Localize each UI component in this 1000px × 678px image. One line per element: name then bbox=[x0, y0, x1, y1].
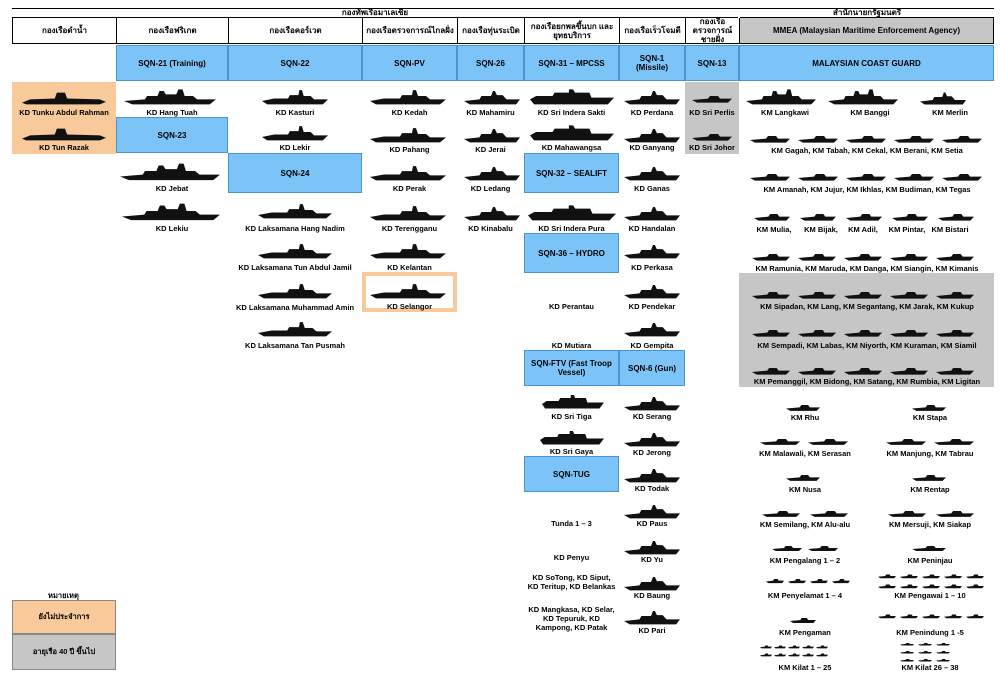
sqn-23: SQN-23 bbox=[116, 117, 228, 153]
ship-label: Tunda 1 – 3 bbox=[551, 519, 592, 528]
ship-label: KD Ledang bbox=[470, 184, 511, 193]
ship-silhouette-icon bbox=[798, 360, 836, 376]
ship-silhouette-icon bbox=[810, 574, 828, 584]
ship-silhouette-icon bbox=[912, 468, 946, 482]
ship-label: KD Pari bbox=[638, 626, 666, 635]
ship-silhouette-icon bbox=[900, 640, 914, 646]
ship-label: KM Banggi bbox=[850, 108, 890, 117]
ship-label: KD Jebat bbox=[155, 184, 189, 193]
ship-silhouette-icon bbox=[966, 580, 984, 589]
ship-label: KM Adil, bbox=[848, 225, 878, 234]
ship-silhouette-icon bbox=[464, 124, 520, 144]
ship-silhouette-icon bbox=[846, 166, 886, 182]
ship-silhouette-icon bbox=[936, 284, 974, 300]
ship-silhouette-icon bbox=[890, 360, 928, 376]
ship-label: KM Penindung 1 -5 bbox=[896, 628, 964, 637]
ship-silhouette-icon bbox=[942, 128, 982, 144]
ship-label: KM Peninjau bbox=[907, 556, 953, 565]
ship-label: KD Jerong bbox=[633, 448, 671, 457]
ship-label: KD Handalan bbox=[628, 224, 676, 233]
ship-label: KD Lekir bbox=[279, 143, 311, 152]
ship-label: KD Laksamana Hang Nadim bbox=[245, 224, 345, 233]
ship-silhouette-icon bbox=[772, 540, 802, 552]
ship-silhouette-icon bbox=[766, 574, 784, 584]
ship-silhouette-icon bbox=[20, 122, 108, 142]
ship-silhouette-icon bbox=[120, 160, 220, 182]
ship-label: KD Kinabalu bbox=[468, 224, 513, 233]
ship-silhouette-icon bbox=[624, 240, 680, 260]
ship-silhouette-icon bbox=[750, 166, 790, 182]
ship-silhouette-icon bbox=[966, 570, 984, 579]
ship-silhouette-icon bbox=[464, 162, 520, 182]
ship-silhouette-icon bbox=[624, 500, 680, 520]
ship-silhouette-icon bbox=[912, 398, 946, 412]
ship-label: KM Penyelamat 1 – 4 bbox=[767, 591, 843, 600]
ship-silhouette-icon bbox=[798, 284, 836, 300]
ship-silhouette-icon bbox=[938, 206, 974, 222]
ship-label: KD Lekiu bbox=[155, 224, 189, 233]
ship-silhouette-icon bbox=[258, 318, 332, 338]
ship-silhouette-icon bbox=[800, 206, 836, 222]
ship-label: KD Baung bbox=[633, 591, 671, 600]
ship-label: KD Perantau bbox=[548, 302, 594, 311]
ship-label: KD Paus bbox=[636, 519, 668, 528]
ship-label: KM Semilang, KM Alu-alu bbox=[759, 520, 851, 529]
ship-silhouette-icon bbox=[900, 610, 918, 619]
ship-silhouette-icon bbox=[258, 280, 332, 300]
ship-silhouette-icon bbox=[878, 580, 896, 589]
ship-label: KD Hang Tuah bbox=[146, 108, 198, 117]
ship-label: KD Pahang bbox=[389, 145, 430, 154]
ship-silhouette-icon bbox=[886, 432, 926, 446]
ship-silhouette-icon bbox=[528, 202, 616, 222]
ship-silhouette-icon bbox=[922, 580, 940, 589]
ship-silhouette-icon bbox=[760, 642, 772, 649]
ship-silhouette-icon bbox=[370, 240, 446, 260]
ship-label: KD Laksamana Tun Abdul Jamil bbox=[238, 263, 352, 272]
ship-silhouette-icon bbox=[936, 640, 950, 646]
ship-silhouette-icon bbox=[258, 200, 332, 220]
ship-silhouette-icon bbox=[624, 606, 680, 626]
sqn-32: SQN-32 – SEALIFT bbox=[524, 153, 619, 193]
sqn-1: SQN-1 (Missile) bbox=[619, 45, 685, 81]
legend-not-commissioned: ยังไม่ประจำการ bbox=[12, 600, 116, 634]
ship-silhouette-icon bbox=[752, 246, 790, 262]
ship-silhouette-icon bbox=[808, 540, 838, 552]
sqn-ftv: SQN-FTV (Fast Troop Vessel) bbox=[524, 350, 619, 386]
ship-silhouette-icon bbox=[944, 610, 962, 619]
ship-label: KM Pengawai 1 – 10 bbox=[894, 591, 966, 600]
ship-silhouette-icon bbox=[816, 650, 828, 657]
ship-label: KM Stapa bbox=[912, 413, 948, 422]
mmea-title: สำนักนายกรัฐมนตรี bbox=[740, 8, 994, 18]
header-top-rule bbox=[12, 8, 994, 9]
ship-label: KD Penyu bbox=[553, 553, 590, 562]
ship-silhouette-icon bbox=[798, 246, 836, 262]
ship-silhouette-icon bbox=[936, 246, 974, 262]
ship-silhouette-icon bbox=[624, 280, 680, 300]
ship-silhouette-icon bbox=[530, 86, 614, 106]
ship-label: KD Sri Tiga bbox=[551, 412, 592, 421]
ship-silhouette-icon bbox=[798, 322, 836, 338]
ship-silhouette-icon bbox=[936, 360, 974, 376]
ship-silhouette-icon bbox=[370, 162, 446, 182]
ship-silhouette-icon bbox=[752, 284, 790, 300]
ship-label: KD Ganyang bbox=[629, 143, 675, 152]
ship-silhouette-icon bbox=[692, 88, 732, 104]
ship-label: KM Sempadi, KM Labas, KM Niyorth, KM Kuraman, KM Siamil bbox=[757, 341, 977, 350]
sqn-pv: SQN-PV bbox=[362, 45, 457, 81]
ship-silhouette-icon bbox=[788, 574, 806, 584]
ship-label: KM Gagah, KM Tabah, KM Cekal, KM Berani, KM Setia bbox=[771, 146, 963, 155]
ship-label: KD Perak bbox=[392, 184, 427, 193]
ship-silhouette-icon bbox=[942, 166, 982, 182]
ship-label: KD Serang bbox=[632, 412, 672, 421]
ship-silhouette-icon bbox=[774, 650, 786, 657]
ship-silhouette-icon bbox=[844, 246, 882, 262]
ship-label: KM Rentap bbox=[910, 485, 950, 494]
ship-silhouette-icon bbox=[918, 648, 932, 654]
ship-silhouette-icon bbox=[844, 284, 882, 300]
ship-label: KD Sri Gaya bbox=[549, 447, 594, 456]
ship-silhouette-icon bbox=[844, 322, 882, 338]
ship-label: KD Kedah bbox=[391, 108, 428, 117]
ship-label: KD Sri Johor bbox=[689, 143, 735, 152]
ship-silhouette-icon bbox=[760, 432, 800, 446]
ship-label: KM Amanah, KM Jujur, KM Ikhlas, KM Budiman, KM Tegas bbox=[763, 185, 971, 194]
ship-label: KD Perkasa bbox=[631, 263, 673, 272]
col-head-opv: กองเรือตรวจการณ์ไกลฝั่ง bbox=[362, 18, 457, 44]
ship-silhouette-icon bbox=[922, 610, 940, 619]
ship-silhouette-icon bbox=[760, 650, 772, 657]
ship-silhouette-icon bbox=[262, 122, 328, 142]
ship-label: KD Mangkasa, KD Selar, KD Tepuruk, KD Kampong, KD Patak bbox=[528, 605, 615, 632]
ship-silhouette-icon bbox=[900, 648, 914, 654]
ship-label: KM Kilat 26 – 38 bbox=[901, 663, 959, 672]
ship-label: KD Jerai bbox=[475, 145, 506, 154]
ship-silhouette-icon bbox=[828, 86, 898, 106]
ship-silhouette-icon bbox=[900, 656, 914, 662]
ship-label: KM Bistari bbox=[931, 225, 969, 234]
ship-silhouette-icon bbox=[890, 322, 928, 338]
ship-label: KM Kilat 1 – 25 bbox=[778, 663, 832, 672]
ship-label: KD Sri Perlis bbox=[689, 108, 735, 117]
ship-silhouette-icon bbox=[878, 570, 896, 579]
ship-silhouette-icon bbox=[624, 536, 680, 556]
ship-silhouette-icon bbox=[936, 648, 950, 654]
ship-silhouette-icon bbox=[788, 642, 800, 649]
sqn-6: SQN-6 (Gun) bbox=[619, 350, 685, 386]
ship-silhouette-icon bbox=[894, 128, 934, 144]
ship-label: KD Ganas bbox=[634, 184, 670, 193]
ship-silhouette-icon bbox=[918, 656, 932, 662]
col-head-submarine: กองเรือดำน้ำ bbox=[12, 18, 116, 44]
ship-label: KM Sipadan, KM Lang, KM Segantang, KM Jarak, KM Kukup bbox=[760, 302, 974, 311]
ship-silhouette-icon bbox=[890, 284, 928, 300]
ship-label: KD SoTong, KD Siput, KD Teritup, KD Belankas bbox=[527, 573, 616, 591]
ship-silhouette-icon bbox=[124, 86, 216, 106]
ship-label: KD Laksamana Tan Pusmah bbox=[245, 341, 345, 350]
ship-silhouette-icon bbox=[846, 206, 882, 222]
ship-silhouette-icon bbox=[624, 464, 680, 484]
ship-silhouette-icon bbox=[912, 540, 946, 552]
ship-label: KD Terengganu bbox=[381, 224, 438, 233]
ship-label: KD Yu bbox=[641, 555, 663, 564]
ship-silhouette-icon bbox=[920, 88, 966, 106]
ship-silhouette-icon bbox=[540, 428, 604, 446]
ship-label: KD Tunku Abdul Rahman bbox=[19, 108, 109, 117]
ship-label: KM Pengalang 1 – 2 bbox=[769, 556, 841, 565]
ship-silhouette-icon bbox=[692, 126, 732, 142]
ship-silhouette-icon bbox=[370, 124, 446, 144]
ship-label: KD Sri Indera Pura bbox=[538, 224, 605, 233]
ship-silhouette-icon bbox=[20, 86, 108, 106]
ship-label: KM Rhu bbox=[790, 413, 820, 422]
sqn-24: SQN-24 bbox=[228, 153, 362, 193]
sqn-21: SQN-21 (Training) bbox=[116, 45, 228, 81]
ship-silhouette-icon bbox=[370, 280, 446, 300]
ship-silhouette-icon bbox=[894, 166, 934, 182]
ship-silhouette-icon bbox=[752, 360, 790, 376]
ship-silhouette-icon bbox=[900, 580, 918, 589]
sqn-13: SQN-13 bbox=[685, 45, 739, 81]
col-head-frigate: กองเรือฟริเกต bbox=[116, 18, 228, 44]
ship-silhouette-icon bbox=[762, 504, 800, 518]
ship-silhouette-icon bbox=[774, 642, 786, 649]
ship-silhouette-icon bbox=[624, 86, 680, 106]
ship-label: KM Manjung, KM Tabrau bbox=[886, 449, 974, 458]
ship-silhouette-icon bbox=[464, 202, 520, 222]
ship-label: KD Todak bbox=[634, 484, 670, 493]
ship-label: KM Pengaman bbox=[779, 628, 831, 637]
ship-label: KM Mulia, bbox=[756, 225, 792, 234]
ship-silhouette-icon bbox=[936, 504, 974, 518]
ship-silhouette-icon bbox=[802, 650, 814, 657]
ship-label: KD Gempita bbox=[630, 341, 674, 350]
ship-label: KM Pemanggil, KM Bidong, KM Satang, KM Rumbia, KM Ligitan bbox=[753, 377, 981, 386]
ship-silhouette-icon bbox=[786, 468, 820, 482]
ship-silhouette-icon bbox=[900, 570, 918, 579]
ship-silhouette-icon bbox=[944, 580, 962, 589]
ship-label: KD Mutiara bbox=[551, 341, 592, 350]
ship-silhouette-icon bbox=[624, 124, 680, 144]
sqn-36: SQN-36 – HYDRO bbox=[524, 233, 619, 273]
ship-label: KD Mahawangsa bbox=[541, 143, 602, 152]
ship-silhouette-icon bbox=[788, 650, 800, 657]
col-head-support: กองเรือยกพลขึ้นบก และยุทธบริการ bbox=[524, 18, 619, 44]
sqn-26: SQN-26 bbox=[457, 45, 524, 81]
ship-silhouette-icon bbox=[752, 322, 790, 338]
ship-label: KD Selangor bbox=[386, 302, 432, 311]
col-head-patrol: กองเรือตรวจการณ์ชายฝั่ง bbox=[685, 18, 739, 44]
ship-silhouette-icon bbox=[754, 206, 790, 222]
ship-silhouette-icon bbox=[934, 432, 974, 446]
ship-silhouette-icon bbox=[918, 640, 932, 646]
ship-silhouette-icon bbox=[890, 246, 928, 262]
ship-silhouette-icon bbox=[966, 610, 984, 619]
ship-silhouette-icon bbox=[464, 86, 520, 106]
ship-silhouette-icon bbox=[802, 642, 814, 649]
legend-title: หมายเหตุ bbox=[48, 591, 79, 600]
ship-label: KM Bijak, bbox=[804, 225, 838, 234]
ship-label: KD Kelantan bbox=[387, 263, 432, 272]
ship-silhouette-icon bbox=[844, 360, 882, 376]
ship-silhouette-icon bbox=[798, 128, 838, 144]
ship-silhouette-icon bbox=[530, 122, 614, 142]
ship-silhouette-icon bbox=[370, 86, 446, 106]
sqn-22: SQN-22 bbox=[228, 45, 362, 81]
ship-label: KM Merlin bbox=[932, 108, 968, 117]
ship-silhouette-icon bbox=[542, 392, 604, 410]
ship-silhouette-icon bbox=[878, 610, 896, 619]
ship-label: KM Mersuji, KM Siakap bbox=[888, 520, 972, 529]
ship-silhouette-icon bbox=[786, 398, 820, 412]
col-head-corvette: กองเรือคอร์เวต bbox=[228, 18, 362, 44]
ship-silhouette-icon bbox=[624, 428, 680, 448]
ship-label: KM Ramunia, KM Maruda, KM Danga, KM Siangin, KM Kimanis bbox=[755, 264, 979, 273]
ship-label: KD Mahamiru bbox=[466, 108, 515, 117]
ship-label: KM Nusa bbox=[788, 485, 822, 494]
ship-silhouette-icon bbox=[888, 504, 926, 518]
ship-silhouette-icon bbox=[846, 128, 886, 144]
ship-silhouette-icon bbox=[808, 432, 848, 446]
ship-label: KD Perdana bbox=[630, 108, 674, 117]
ship-label: KM Malawali, KM Serasan bbox=[759, 449, 851, 458]
sqn-tug: SQN-TUG bbox=[524, 456, 619, 492]
ship-label: KD Laksamana Muhammad Amin bbox=[235, 303, 355, 312]
ship-silhouette-icon bbox=[750, 128, 790, 144]
ship-silhouette-icon bbox=[892, 206, 928, 222]
ship-label: KD Tun Razak bbox=[39, 143, 89, 152]
ship-silhouette-icon bbox=[922, 570, 940, 579]
ship-silhouette-icon bbox=[122, 200, 220, 222]
ship-silhouette-icon bbox=[258, 240, 332, 260]
ship-silhouette-icon bbox=[624, 572, 680, 592]
col-head-mmea: MMEA (Malaysian Maritime Enforcement Agency) bbox=[739, 18, 994, 44]
ship-label: KD Kasturi bbox=[275, 108, 315, 117]
ship-silhouette-icon bbox=[624, 162, 680, 182]
ship-label: KM Langkawi bbox=[761, 108, 809, 117]
ship-silhouette-icon bbox=[936, 656, 950, 662]
navy-title: กองทัพเรือมาเลเซีย bbox=[12, 8, 738, 18]
ship-label: KD Sri Indera Sakti bbox=[537, 108, 606, 117]
ship-silhouette-icon bbox=[790, 612, 816, 624]
sqn-31: SQN-31 – MPCSS bbox=[524, 45, 619, 81]
ship-silhouette-icon bbox=[810, 504, 848, 518]
ship-silhouette-icon bbox=[624, 202, 680, 222]
ship-silhouette-icon bbox=[624, 318, 680, 338]
ship-silhouette-icon bbox=[936, 322, 974, 338]
legend-over-40: อายุเรือ 40 ปี ขึ้นไป bbox=[12, 634, 116, 670]
ship-label: KD Pendekar bbox=[628, 302, 676, 311]
ship-silhouette-icon bbox=[832, 574, 850, 584]
sqn-coast-guard: MALAYSIAN COAST GUARD bbox=[739, 45, 994, 81]
col-head-mine: กองเรือทุ่นระเบิด bbox=[457, 18, 524, 44]
ship-silhouette-icon bbox=[624, 392, 680, 412]
ship-silhouette-icon bbox=[370, 202, 446, 222]
ship-silhouette-icon bbox=[798, 166, 838, 182]
col-head-fac: กองเรือเร็วโจมตี bbox=[619, 18, 685, 44]
ship-label: KM Pintar, bbox=[888, 225, 926, 234]
ship-silhouette-icon bbox=[262, 86, 328, 106]
ship-silhouette-icon bbox=[816, 642, 828, 649]
ship-silhouette-icon bbox=[746, 86, 816, 106]
ship-silhouette-icon bbox=[944, 570, 962, 579]
